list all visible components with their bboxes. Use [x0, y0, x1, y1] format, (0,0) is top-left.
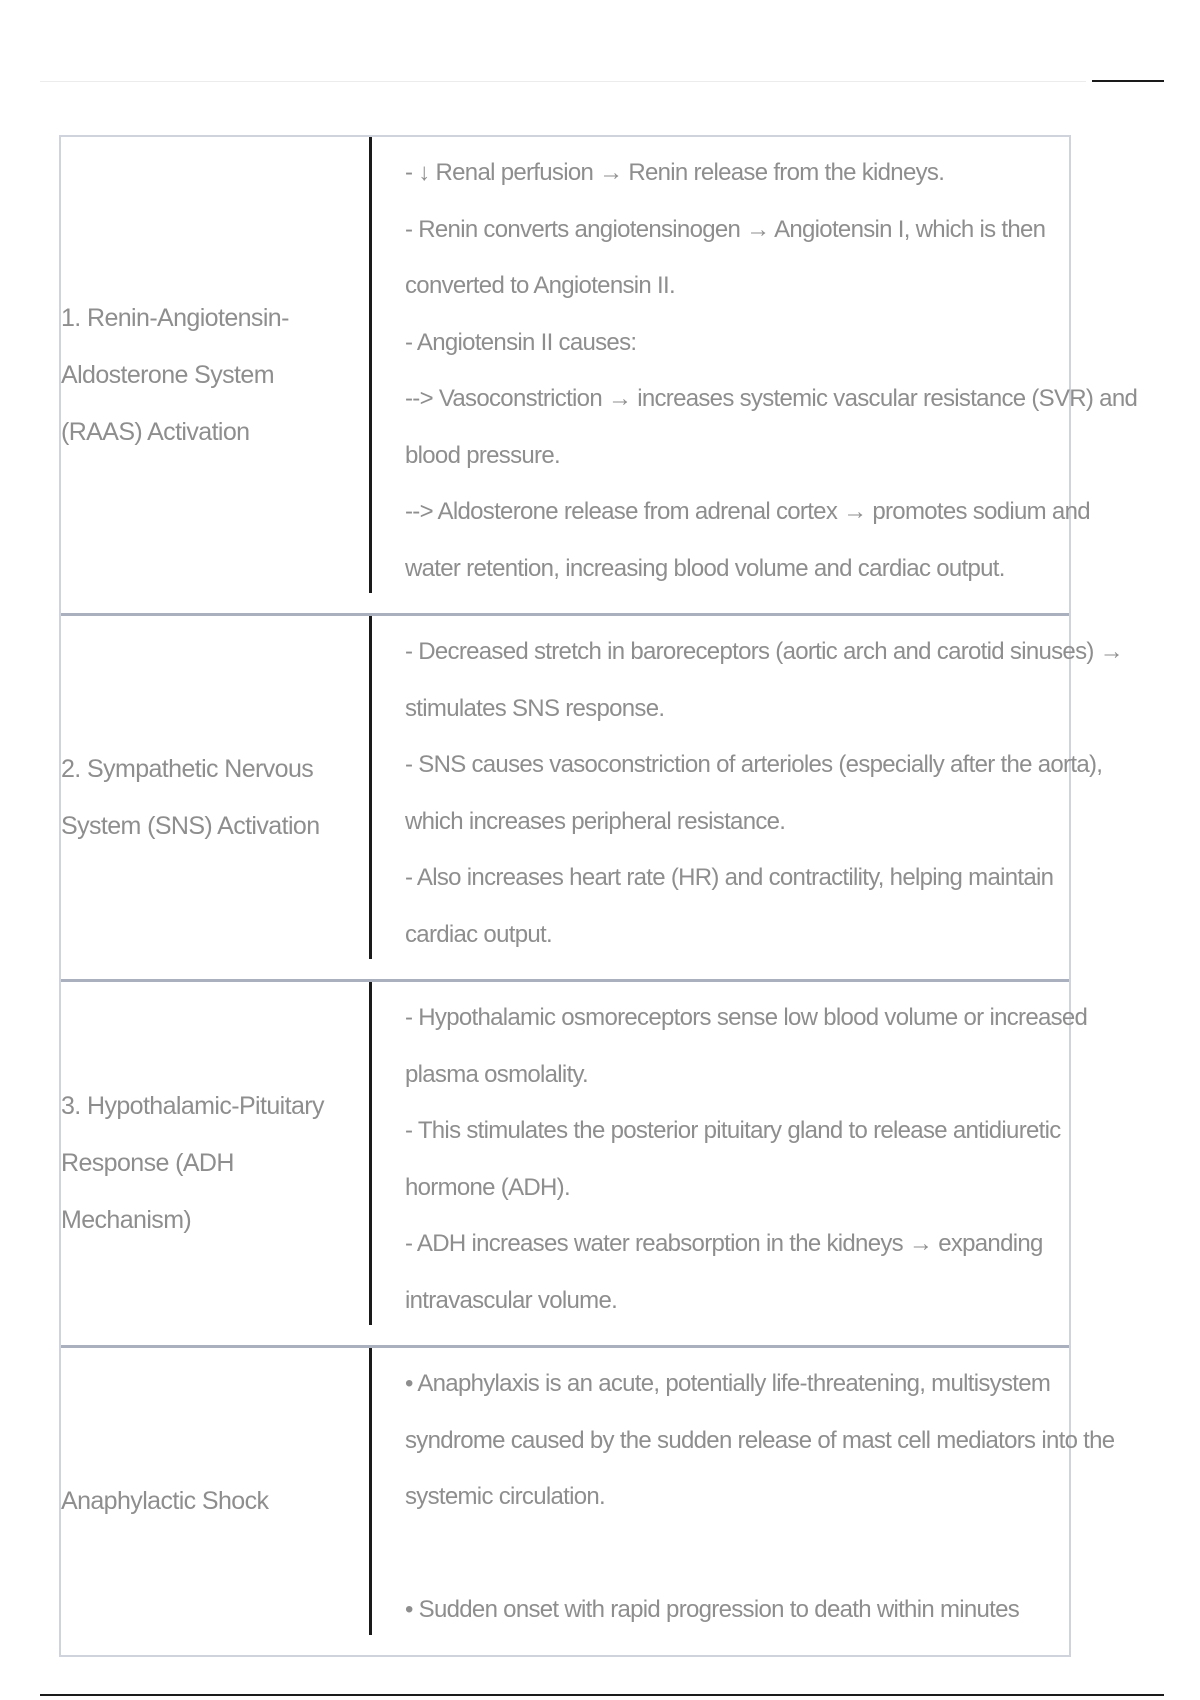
- content-line: - SNS causes vasoconstriction of arterioles (especially after the aorta),: [405, 751, 1103, 778]
- column-separator: [369, 616, 372, 959]
- top-right-rule: [1092, 80, 1164, 82]
- content-line: - Renin converts angiotensinogen → Angiotensin I, which is then: [405, 215, 1046, 243]
- column-separator: [369, 1348, 372, 1635]
- content-line: • Anaphylaxis is an acute, potentially life-threatening, multisystem: [405, 1370, 1051, 1397]
- content-line: - Hypothalamic osmoreceptors sense low blood volume or increased: [405, 1004, 1088, 1031]
- content-line: blood pressure.: [405, 441, 560, 469]
- content-line: converted to Angiotensin II.: [405, 272, 675, 299]
- content-line: syndrome caused by the sudden release of mast cell mediators into the: [405, 1426, 1115, 1454]
- row-label: Anaphylactic Shock: [61, 1487, 269, 1515]
- content-line: water retention, increasing blood volume and cardiac output.: [405, 554, 1005, 582]
- content-line: - Also increases heart rate (HR) and contractility, helping maintain: [405, 864, 1054, 891]
- row-content-cell: [405, 145, 1138, 597]
- content-line: intravascular volume.: [405, 1286, 618, 1314]
- row-label-cell: [61, 982, 371, 1345]
- content-line: - ADH increases water reabsorption in the kidneys → expanding: [405, 1230, 1043, 1257]
- table-row: [61, 137, 1138, 613]
- content-line: which increases peripheral resistance.: [405, 807, 786, 835]
- blank-line: [405, 1526, 1025, 1583]
- content-line: - Angiotensin II causes:: [405, 328, 637, 356]
- content-line: systemic circulation.: [405, 1483, 606, 1510]
- content-line: hormone (ADH).: [405, 1173, 570, 1201]
- content-line: - This stimulates the posterior pituitary gland to release antidiuretic: [405, 1117, 1061, 1144]
- content-line: --> Aldosterone release from adrenal cortex → promotes sodium and: [405, 498, 1090, 525]
- row-content-cell: [405, 624, 1123, 963]
- row-label: 3. Hypothalamic-Pituitary Response (ADH Mechanism): [61, 1092, 324, 1234]
- table-row: [61, 1348, 1115, 1655]
- row-label: 1. Renin-Angiotensin-Aldosterone System (RAAS) Activation: [61, 303, 289, 446]
- row-label: 2. Sympathetic Nervous System (SNS) Activation: [61, 754, 320, 840]
- content-line: - ↓ Renal perfusion → Renin release from the kidneys.: [405, 159, 945, 186]
- row-label-cell: [61, 616, 371, 979]
- row-content-cell: [405, 1356, 1115, 1639]
- bottom-divider: [40, 1694, 1164, 1696]
- content-line: plasma osmolality.: [405, 1060, 589, 1088]
- table-row: [61, 616, 1123, 979]
- row-label-cell: [61, 137, 371, 613]
- column-separator: [369, 982, 372, 1325]
- column-separator: [369, 137, 372, 593]
- content-line: cardiac output.: [405, 920, 552, 948]
- row-label-cell: [61, 1348, 371, 1655]
- content-line: • Sudden onset with rapid progression to death within minutes: [405, 1596, 1020, 1623]
- content-line: - Decreased stretch in baroreceptors (aortic arch and carotid sinuses) →: [405, 638, 1123, 665]
- mechanism-table: [59, 135, 1138, 1657]
- table-row: [61, 982, 1088, 1345]
- content-line: --> Vasoconstriction → increases systemic vascular resistance (SVR) and: [405, 385, 1138, 412]
- row-content-cell: [405, 990, 1088, 1329]
- top-divider: [40, 81, 1086, 82]
- content-line: stimulates SNS response.: [405, 694, 665, 722]
